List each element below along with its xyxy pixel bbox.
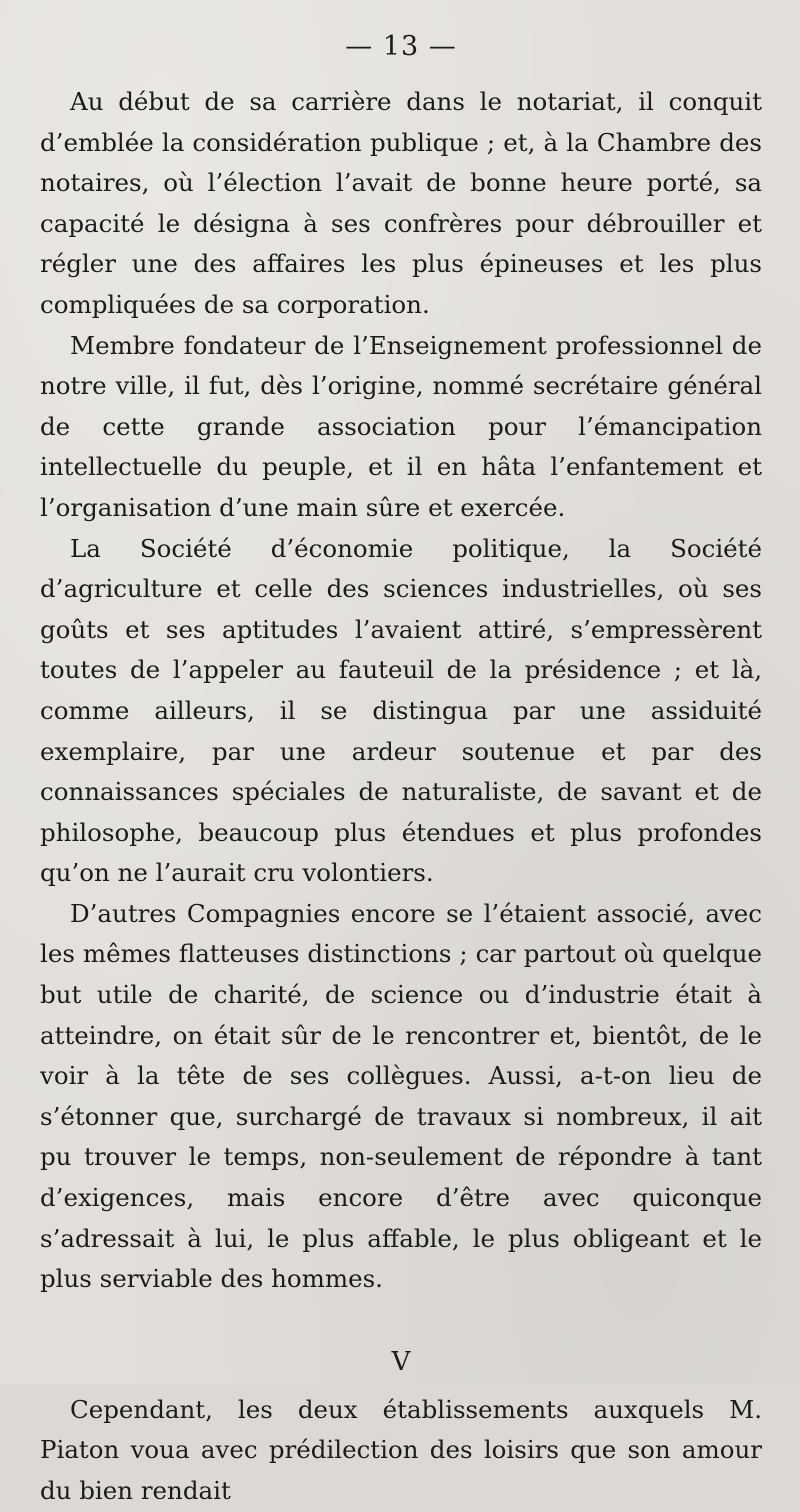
paragraph-compagnies: D’autres Compagnies encore se l’étaient associé, avec les mêmes flatteuses distinctions ; car partout où quelque but utile de charité, de science ou d’industrie était à atteindre, on était sûr de le rencontrer et, bientôt, de le voir à la tête de ses collègues. Aussi, a-t-on lieu de s’étonner que, surchargé de travaux si nombreux, il ait pu trouver le temps, non-seulement de répondre à tant d’exigences, mais encore d’être avec quiconque s’adressait à lui, le plus affable, le plus obligeant et le plus serviable des hommes. <box>40 898 762 1294</box>
paragraph-final: Cependant, les deux établissements auxquels M. Piaton voua avec prédilection des loisirs que son amour du bien rendait <box>40 1394 762 1505</box>
page-number: — 13 — <box>345 31 457 62</box>
paragraph-notariat: Au début de sa carrière dans le notariat, il conquit d’emblée la considération publique ; et, à la Chambre des notaires, où l’élection l’avait de bonne heure porté, sa capacité le désigna à ses confrères pour débrouiller et régler une des affaires les plus épineuses et les plus compliquées de sa corporation. <box>40 87 762 319</box>
paragraph-enseignement: Membre fondateur de l’Enseignement professionnel de notre ville, il fut, dès l’origine, nommé secrétaire général de cette grande association pour l’émancipation intellectuelle du peuple, et il en hâta l’enfantement et l’organisation d’une main sûre et exercée. <box>40 330 762 522</box>
section-heading: V <box>391 1346 411 1377</box>
paragraph-societes: La Société d’économie politique, la Société d’agriculture et celle des sciences industrielles, où ses goûts et ses aptitudes l’avaient attiré, s’empressèrent toutes de l’appeler au fauteuil de la présidence ; et là, comme ailleurs, il se distingua par une assiduité exemplaire, par une ardeur soutenue et par des connaissances spéciales de naturaliste, de savant et de philosophe, beaucoup plus étendues et plus profondes qu’on ne l’aurait cru volontiers. <box>40 533 762 888</box>
